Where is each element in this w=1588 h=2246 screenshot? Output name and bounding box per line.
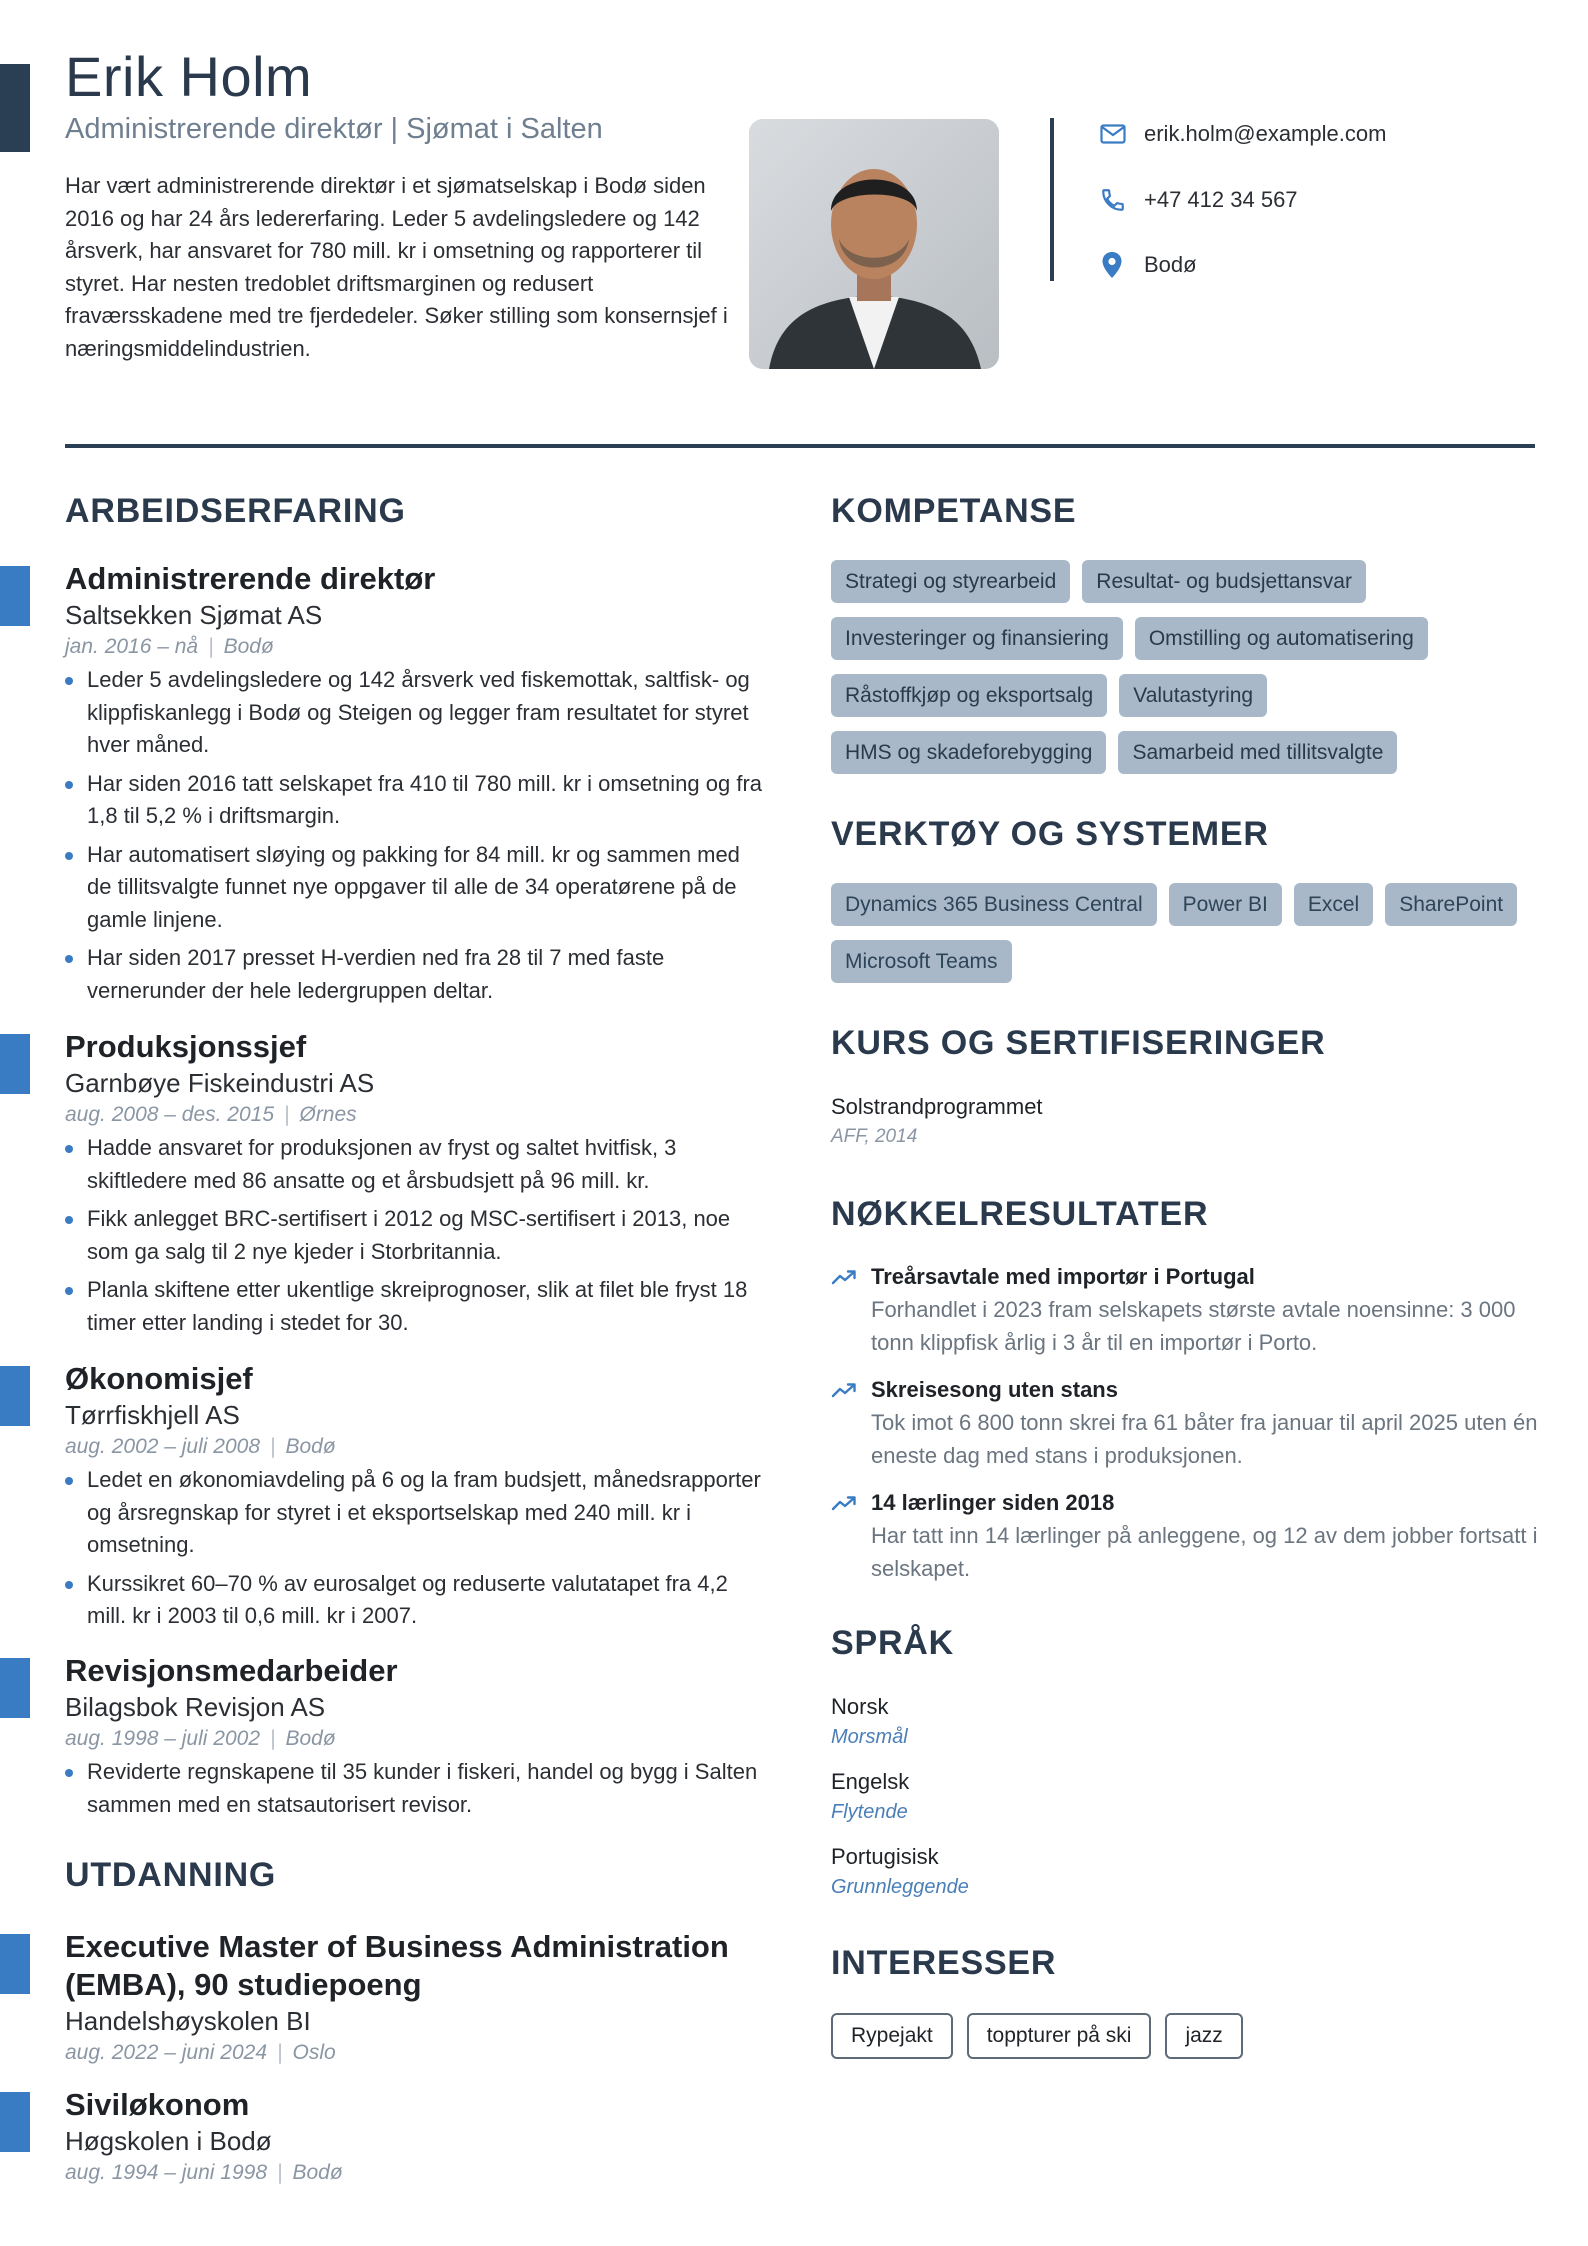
result-item [831, 1261, 1541, 1359]
job-bullets [65, 1464, 765, 1633]
job-meta [65, 1432, 765, 1462]
section-title-results: NØKKELRESULTATER [831, 1195, 1209, 1233]
profile-summary: Har vært administrerende direktør i et sjømatselskap i Bodø siden 2016 og har 24 års ledererfaring. Leder 5 avdelingsledere og 142 årsverk, har ansvaret for 780 mill. kr i omsetning og rapporterer til styret. Har nesten tredoblet driftsmarginen og redusert fraværsskadene med tre fjerdedeler. Søker stilling som konsernsjef i næringsmiddelindustrien. [65, 173, 728, 361]
job-bullet: Reviderte regnskapene til 35 kunder i fiskeri, handel og bygg i Salten sammen med en statsautorisert revisor. [65, 1756, 765, 1821]
section-title-skills: KOMPETANSE [831, 492, 1077, 530]
job-meta [65, 1100, 765, 1130]
skill-chip: Strategi og styrearbeid [831, 560, 1070, 603]
job-location: Bodø [223, 635, 274, 658]
job-period: aug. 2002 – juli 2008 [65, 1435, 260, 1458]
tool-chip: SharePoint [1385, 883, 1517, 926]
header-accent-bar [0, 64, 30, 152]
entry-accent-bar [0, 1658, 30, 1718]
result-title: Treårsavtale med importør i Portugal [871, 1264, 1255, 1289]
job-location: Bodø [285, 1435, 336, 1458]
job-bullet: Ledet en økonomiavdeling på 6 og la fram budsjett, månedsrapporter og årsregnskap for styret i et eksportselskap med 240 mill. kr i omsetning. [65, 1464, 765, 1562]
education-period: aug. 1994 – juni 1998 [65, 2161, 268, 2184]
entry-accent-bar [0, 1366, 30, 1426]
tool-chip: Excel [1294, 883, 1373, 926]
job-entry [65, 1652, 765, 1827]
interest-chip: toppturer på ski [967, 2013, 1152, 2059]
entry-accent-bar [0, 566, 30, 626]
skill-chip: Samarbeid med tillitsvalgte [1118, 731, 1397, 774]
language-name: Portugisisk [831, 1844, 939, 1869]
result-text: Forhandlet i 2023 fram selskapets største avtale noensinne: 3 000 tonn klippfisk årlig i 3 år til en importør i Porto. [871, 1297, 1516, 1355]
meta-separator: | [277, 2041, 283, 2064]
education-meta [65, 2158, 765, 2188]
result-heading [831, 1374, 1541, 1406]
phone-icon [1100, 187, 1134, 213]
interest-chip: jazz [1165, 2013, 1242, 2059]
trending-up-icon [831, 1494, 857, 1512]
language-name: Norsk [831, 1694, 889, 1719]
job-bullet: Har automatisert sløying og pakking for 84 mill. kr og sammen med de tillitsvalgte funnet nye oppgaver til alle de 34 operatørene på de gamle linjene. [65, 839, 765, 937]
education-location: Oslo [292, 2041, 336, 2064]
result-title: Skreisesong uten stans [871, 1377, 1118, 1402]
job-company: Tørrfiskhjell AS [65, 1400, 240, 1430]
job-entry [65, 1028, 765, 1345]
job-bullet: Hadde ansvaret for produksjonen av fryst og saltet hvitfisk, 3 skiftledere med 86 ansatte og et årsbudsjett på 96 mill. kr. [65, 1132, 765, 1197]
skill-chip: Råstoffkjøp og eksportsalg [831, 674, 1107, 717]
meta-separator: | [208, 635, 214, 658]
language-level: Grunnleggende [831, 1876, 969, 1898]
language-level: Morsmål [831, 1726, 908, 1748]
school-name: Handelshøyskolen BI [65, 2006, 311, 2036]
section-title-education: UTDANNING [65, 1856, 277, 1894]
result-heading [831, 1261, 1541, 1293]
degree-title: Executive Master of Business Administration (EMBA), 90 studiepoeng [65, 1929, 729, 2002]
job-company: Saltsekken Sjømat AS [65, 600, 323, 630]
job-title: Administrerende direktør [65, 561, 436, 596]
education-location: Bodø [292, 2161, 343, 2184]
job-bullets [65, 1756, 765, 1821]
result-heading [831, 1487, 1541, 1519]
profile-photo [749, 119, 999, 369]
skill-chip: Valutastyring [1119, 674, 1267, 717]
education-period: aug. 2022 – juni 2024 [65, 2041, 268, 2064]
job-bullets [65, 664, 765, 1007]
job-bullet: Har siden 2016 tatt selskapet fra 410 til 780 mill. kr i omsetning og fra 1,8 til 5,2 % i driftsmargin. [65, 768, 765, 833]
education-entry [65, 2086, 765, 2188]
job-bullet: Planla skiftene etter ukentlige skreiprognoser, slik at filet ble fryst 18 timer etter landing i stedet for 30. [65, 1274, 765, 1339]
job-company: Garnbøye Fiskeindustri AS [65, 1068, 375, 1098]
job-bullet: Leder 5 avdelingsledere og 142 årsverk ved fiskemottak, saltfisk- og klippfiskanlegg i Bodø og Steigen og legger fram resultatet for styret hver måned. [65, 664, 765, 762]
skill-chip: Omstilling og automatisering [1135, 617, 1428, 660]
phone-text: +47 412 34 567 [1144, 187, 1298, 212]
tool-chip: Dynamics 365 Business Central [831, 883, 1157, 926]
header-divider [65, 444, 1535, 448]
language-name: Engelsk [831, 1769, 910, 1794]
degree-title: Siviløkonom [65, 2087, 250, 2122]
job-period: jan. 2016 – nå [65, 635, 199, 658]
course-title: Solstrandprogrammet [831, 1094, 1043, 1119]
skill-chip: HMS og skadeforebygging [831, 731, 1106, 774]
candidate-name: Erik Holm [65, 45, 313, 108]
interests-list [831, 2013, 1531, 2073]
contact-location [1100, 247, 1197, 283]
job-entry [65, 1360, 765, 1639]
meta-separator: | [270, 1727, 276, 1750]
job-location: Bodø [285, 1727, 336, 1750]
job-title: Produksjonssjef [65, 1029, 307, 1064]
tool-chip: Microsoft Teams [831, 940, 1012, 983]
tool-chip: Power BI [1169, 883, 1282, 926]
meta-separator: | [270, 1435, 276, 1458]
location-text: Bodø [1144, 252, 1197, 277]
course-meta: AFF, 2014 [831, 1126, 918, 1147]
result-item [831, 1487, 1541, 1585]
section-title-tools: VERKTØY OG SYSTEMER [831, 815, 1269, 853]
job-period: aug. 2008 – des. 2015 [65, 1103, 275, 1126]
education-meta [65, 2038, 765, 2068]
job-title: Økonomisjef [65, 1361, 253, 1396]
section-title-courses: KURS OG SERTIFISERINGER [831, 1024, 1326, 1062]
skills-list [831, 560, 1531, 788]
meta-separator: | [277, 2161, 283, 2184]
result-text: Tok imot 6 800 tonn skrei fra 61 båter fra januar til april 2025 uten én eneste dag med stans i produksjonen. [871, 1410, 1538, 1468]
job-bullet: Kurssikret 60–70 % av eurosalget og reduserte valutatapet fra 4,2 mill. kr i 2003 til 0,6 mill. kr i 2007. [65, 1568, 765, 1633]
location-pin-icon [1100, 251, 1134, 279]
entry-accent-bar [0, 1034, 30, 1094]
contact-email[interactable] [1100, 116, 1386, 152]
job-entry [65, 560, 765, 1013]
school-name: Høgskolen i Bodø [65, 2126, 272, 2156]
skill-chip: Investeringer og finansiering [831, 617, 1123, 660]
email-text: erik.holm@example.com [1144, 121, 1387, 146]
contact-phone[interactable] [1100, 182, 1298, 218]
section-title-interests: INTERESSER [831, 1944, 1057, 1982]
job-title: Revisjonsmedarbeider [65, 1653, 398, 1688]
job-meta [65, 1724, 765, 1754]
result-title: 14 lærlinger siden 2018 [871, 1490, 1115, 1515]
interest-chip: Rypejakt [831, 2013, 953, 2059]
entry-accent-bar [0, 1934, 30, 1994]
entry-accent-bar [0, 2092, 30, 2152]
job-meta [65, 632, 765, 662]
job-company: Bilagsbok Revisjon AS [65, 1692, 326, 1722]
job-location: Ørnes [299, 1103, 357, 1126]
tools-list [831, 883, 1531, 997]
trending-up-icon [831, 1381, 857, 1399]
skill-chip: Resultat- og budsjettansvar [1082, 560, 1366, 603]
trending-up-icon [831, 1268, 857, 1286]
job-period: aug. 1998 – juli 2002 [65, 1727, 260, 1750]
result-text: Har tatt inn 14 lærlinger på anleggene, og 12 av dem jobber fortsatt i selskapet. [871, 1523, 1538, 1581]
job-bullet: Har siden 2017 presset H-verdien ned fra 28 til 7 med faste vernerunder der hele ledergruppen deltar. [65, 942, 765, 1007]
mail-icon [1100, 124, 1134, 144]
education-entry [65, 1928, 765, 2068]
meta-separator: | [284, 1103, 290, 1126]
job-bullet: Fikk anlegget BRC-sertifisert i 2012 og MSC-sertifisert i 2013, noe som ga salg til 2 nye kjeder i Storbritannia. [65, 1203, 765, 1268]
result-item [831, 1374, 1541, 1472]
section-title-languages: SPRÅK [831, 1624, 955, 1662]
candidate-headline: Administrerende direktør | Sjømat i Salten [65, 113, 603, 145]
language-level: Flytende [831, 1801, 908, 1823]
section-title-experience: ARBEIDSERFARING [65, 492, 406, 530]
job-bullets [65, 1132, 765, 1339]
contact-divider [1050, 118, 1054, 281]
